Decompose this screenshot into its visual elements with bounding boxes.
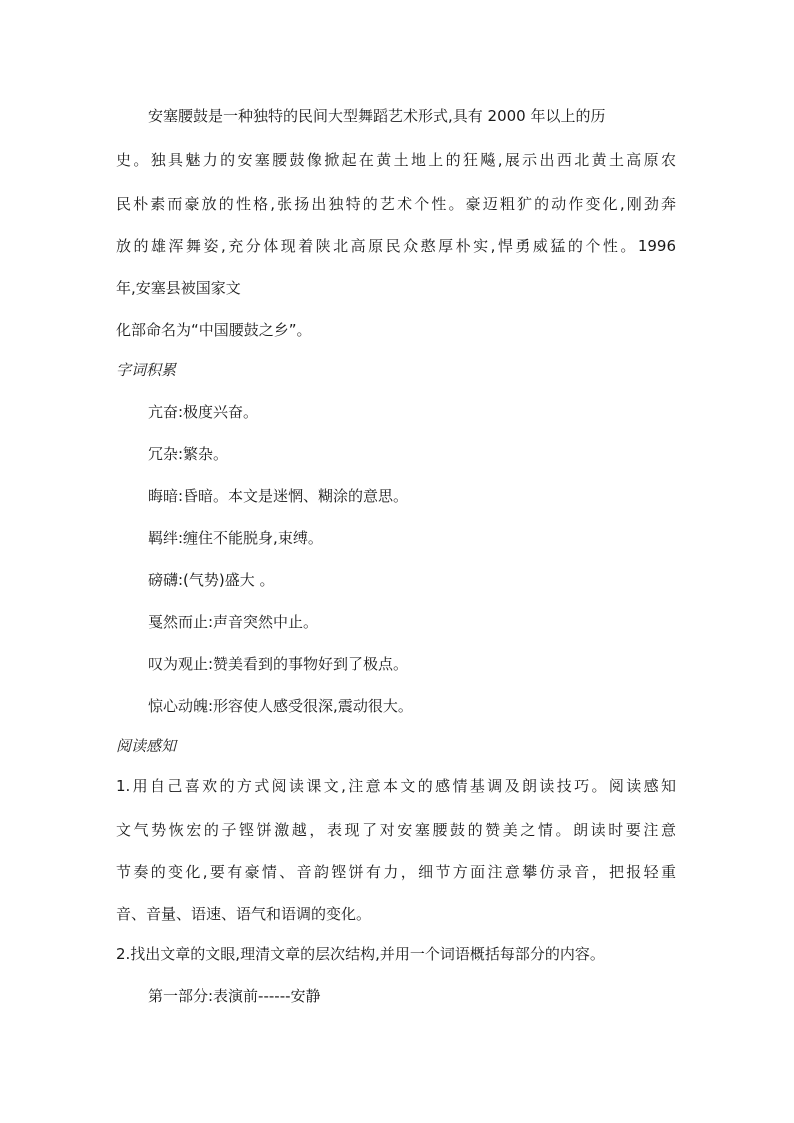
reading-q1-line-1: 1.用自己喜欢的方式阅读课文,注意本文的感情基调及朗读技巧。阅读感知: [116, 777, 676, 795]
reading-q1-line-2: 文气势恢宏的子铿饼激越，表现了对安塞腰鼓的赞美之情。朗读时要注意: [116, 821, 676, 839]
reading-q1-line-4: 音、音量、语速、语气和语调的变化。: [116, 905, 372, 923]
intro-line-3: 民朴素而豪放的性格,张扬出独特的艺术个性。豪迈粗犷的动作变化,刚劲奔: [116, 195, 676, 213]
vocab-item: 冗杂:繁杂。: [148, 445, 229, 463]
intro-line-2: 史。独具魅力的安塞腰鼓像掀起在黄土地上的狂飚,展示出西北黄土高原农: [116, 151, 676, 169]
reading-q1-line-3: 节奏的变化,要有豪情、音韵铿饼有力，细节方面注意攀仿录音，把报轻重: [116, 863, 676, 881]
vocab-heading: 字词积累: [116, 361, 177, 379]
vocab-item: 叹为观止:赞美看到的事物好到了极点。: [148, 655, 409, 673]
vocab-item: 羁绊:缠住不能脱身,束缚。: [148, 529, 323, 547]
vocab-item: 晦暗:昏暗。本文是迷惘、糊涂的意思。: [148, 487, 409, 505]
intro-line-6: 化部命名为“中国腰鼓之乡”。: [116, 321, 312, 339]
vocab-item: 戛然而止:声音突然中止。: [148, 613, 319, 631]
reading-q2: 2.找出文章的文眼,理清文章的层次结构,并用一个词语概括每部分的内容。: [116, 945, 605, 963]
vocab-item: 惊心动魄:形容使人感受很深,震动很大。: [148, 697, 413, 715]
intro-line-5: 年,安塞县被国家文: [116, 279, 241, 297]
vocab-item: 磅礴:(气势)盛大 。: [148, 571, 275, 589]
intro-line-4: 放的雄浑舞姿,充分体现着陕北高原民众憨厚朴实,悍勇威猛的个性。1996: [116, 237, 676, 255]
vocab-item: 亢奋:极度兴奋。: [148, 403, 259, 421]
intro-line-1: 安塞腰鼓是一种独特的民间大型舞蹈艺术形式,具有 2000 年以上的历: [148, 107, 606, 125]
reading-part-1: 第一部分:表演前------安静: [148, 987, 321, 1005]
reading-heading: 阅读感知: [116, 737, 177, 755]
